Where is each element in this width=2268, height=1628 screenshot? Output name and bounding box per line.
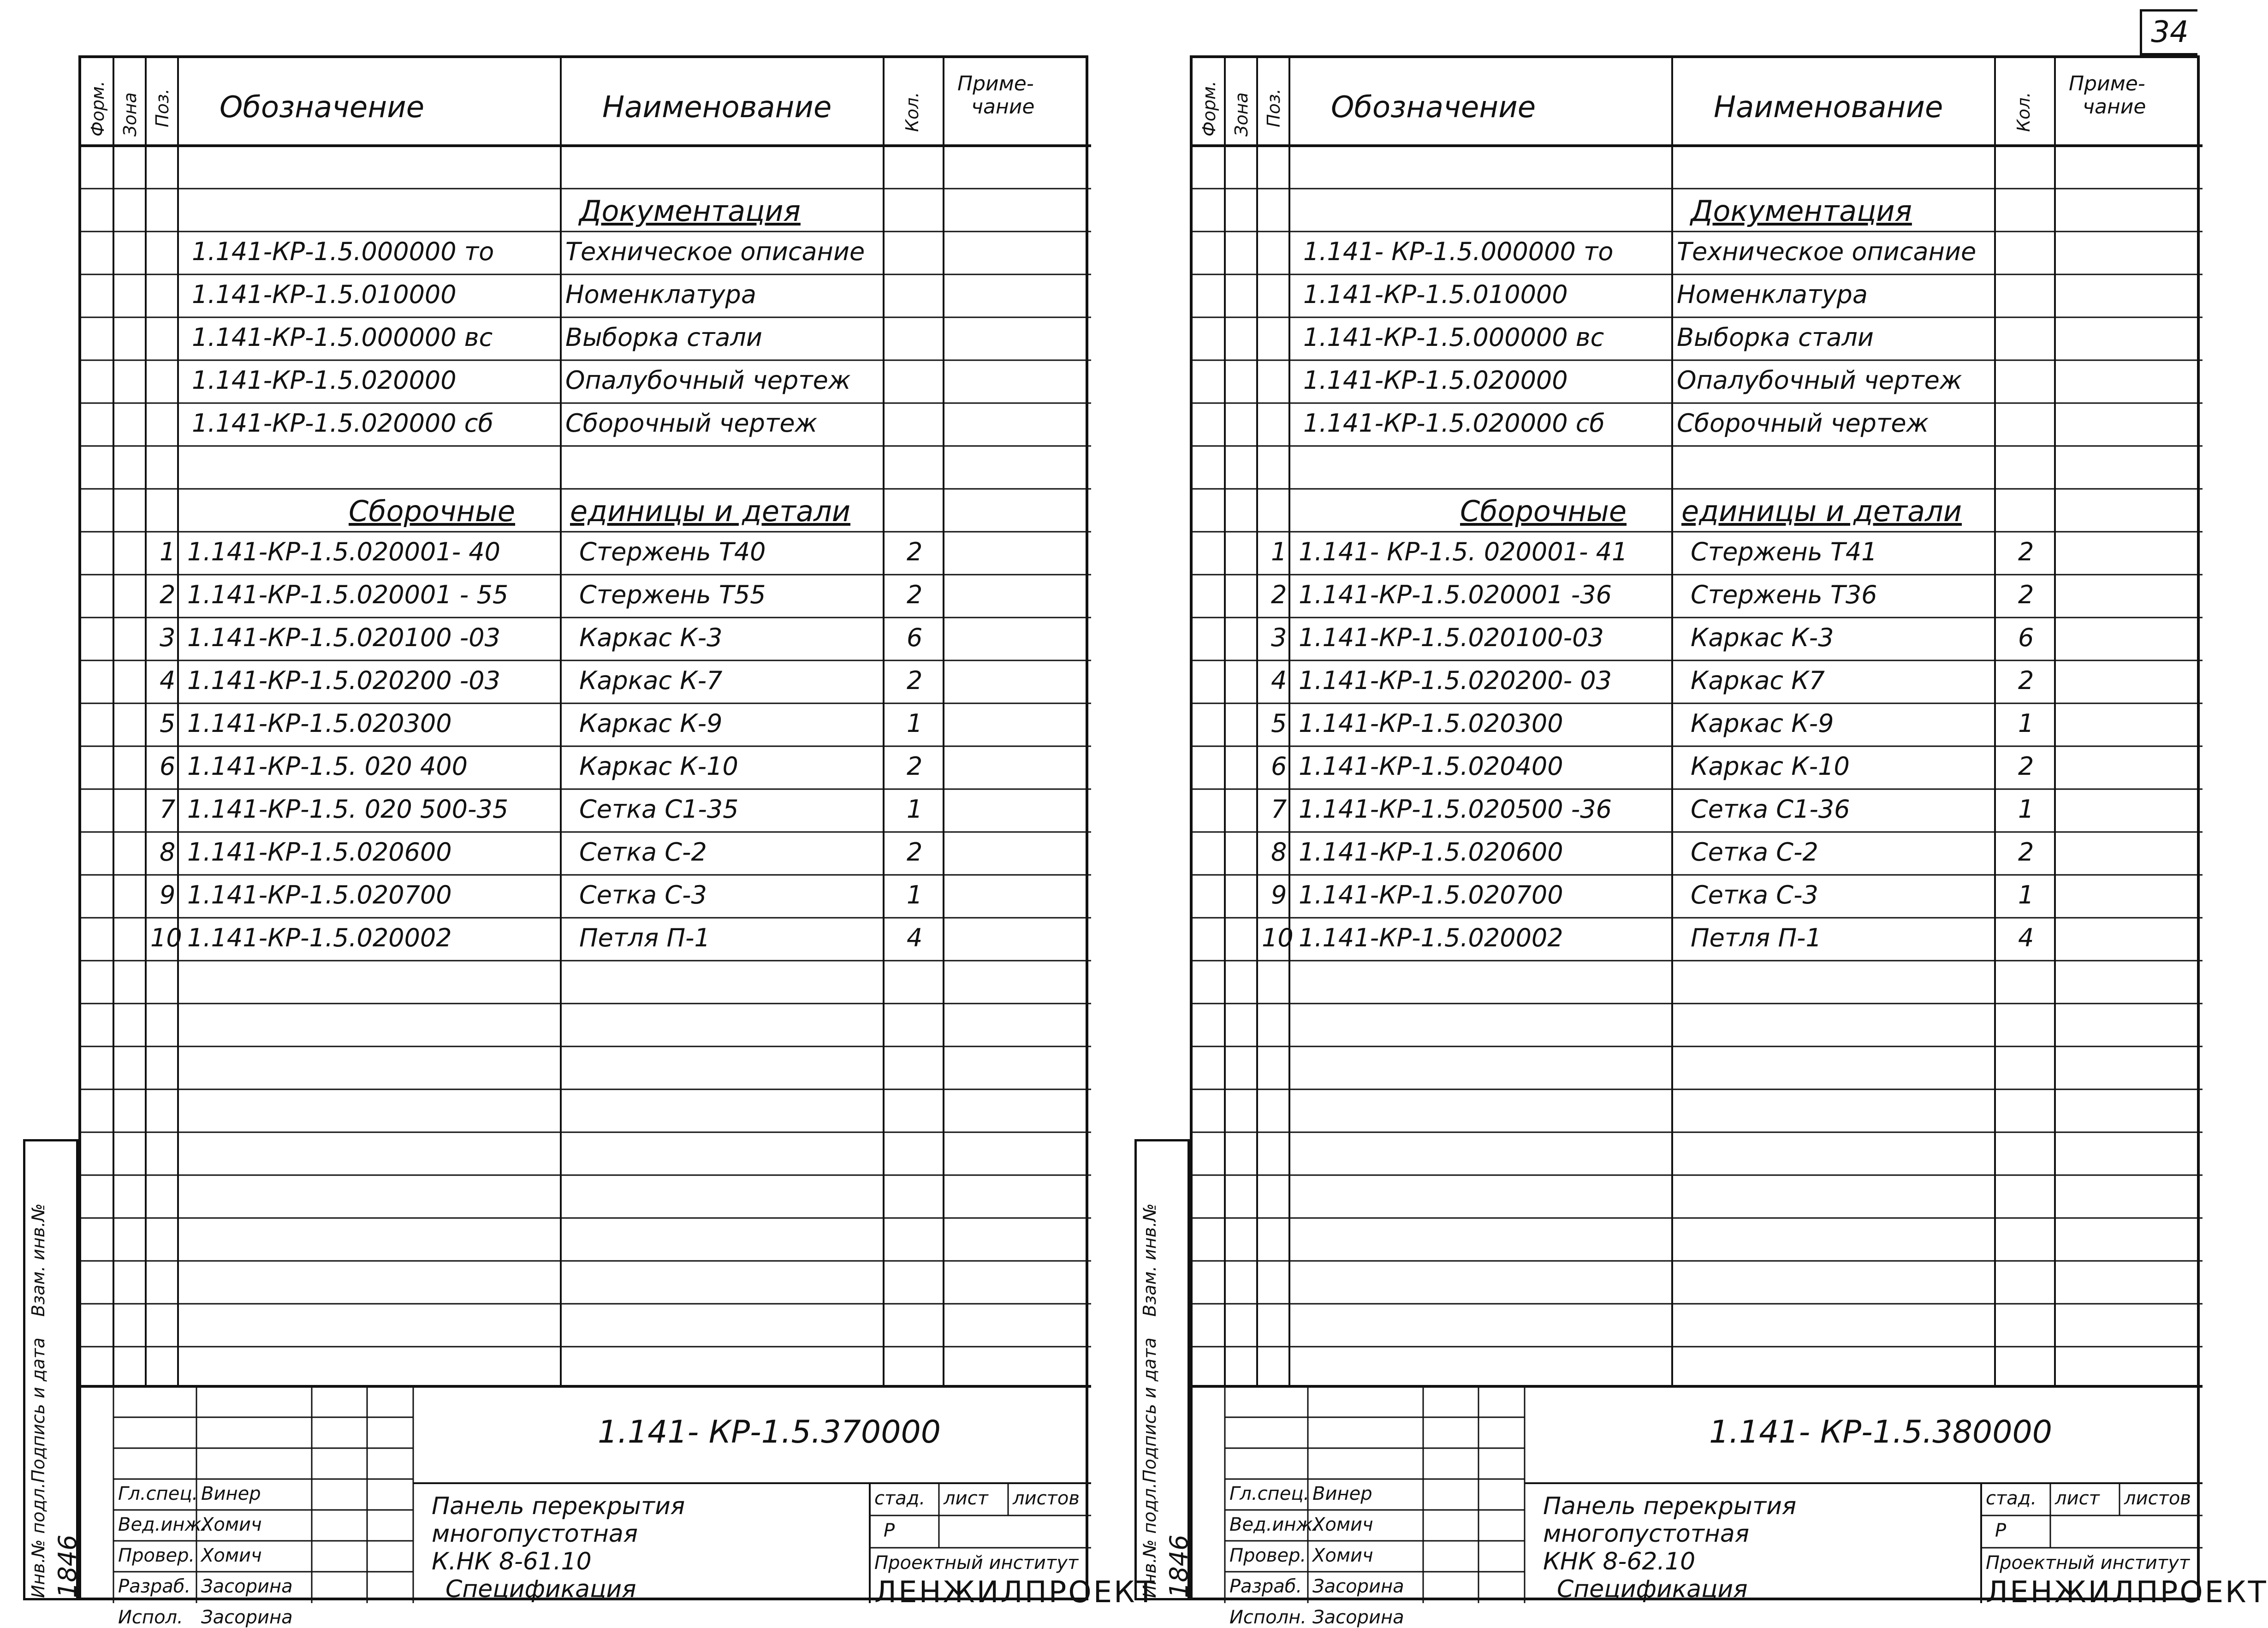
item-designation: 1.141-КР-1.5.020500 -36 bbox=[1299, 795, 1612, 824]
stamp-role: Вед.инж. bbox=[1229, 1514, 1319, 1535]
header-note-line2: чание bbox=[971, 95, 1035, 119]
document-name: Сборочный чертеж bbox=[1677, 409, 1929, 438]
item-name: Сетка С1-36 bbox=[1691, 795, 1850, 824]
document-name: Выборка стали bbox=[565, 323, 763, 352]
stamp-org: ЛЕНЖИЛПРОЕКТ bbox=[874, 1575, 1157, 1610]
stamp-institute: Проектный институт bbox=[1986, 1552, 2190, 1574]
stamp-role: Провер. bbox=[118, 1545, 195, 1566]
stamp-person: Засорина bbox=[1312, 1607, 1404, 1628]
stamp-title-4: Спецификация bbox=[1557, 1575, 1748, 1603]
item-designation: 1.141-КР-1.5.020100 -03 bbox=[187, 623, 501, 652]
stamp-stad-value: Р bbox=[1995, 1520, 2007, 1541]
item-designation: 1.141-КР-1.5. 020 400 bbox=[187, 752, 468, 781]
header-note-line2: чание bbox=[2083, 95, 2146, 119]
stamp-listov-label: листов bbox=[2124, 1488, 2191, 1509]
stamp-role: Гл.спец. bbox=[118, 1483, 198, 1504]
item-qty: 2 bbox=[907, 752, 923, 781]
header-pos: Поз. bbox=[152, 88, 172, 127]
page-number: 34 bbox=[2140, 9, 2197, 55]
item-designation: 1.141-КР-1.5.020600 bbox=[187, 838, 452, 867]
item-name: Каркас К-9 bbox=[1691, 709, 1834, 738]
document-name: Номенклатура bbox=[1677, 280, 1868, 309]
item-designation: 1.141-КР-1.5.020002 bbox=[187, 923, 452, 952]
stamp-listov-label: листов bbox=[1013, 1488, 1080, 1509]
stamp-title-3: КНК 8-62.10 bbox=[1543, 1548, 1696, 1575]
header-name: Наименование bbox=[1714, 90, 1943, 125]
document-name: Опалубочный чертеж bbox=[1677, 366, 1962, 395]
header-zone: Зона bbox=[120, 92, 140, 137]
item-designation: 1.141-КР-1.5.020700 bbox=[1299, 880, 1563, 909]
stamp-list-label: лист bbox=[944, 1488, 988, 1509]
side-vzam-inv: Взам. инв.№ bbox=[1140, 1203, 1160, 1317]
item-pos: 3 bbox=[1271, 623, 1287, 652]
stamp-person: Хомич bbox=[201, 1545, 262, 1566]
item-pos: 1 bbox=[1271, 537, 1287, 566]
document-designation: 1.141- КР-1.5.000000 то bbox=[1303, 237, 1614, 266]
item-pos: 9 bbox=[1271, 880, 1287, 909]
side-podpis-data: Подпись и дата bbox=[1140, 1337, 1160, 1483]
header-qty: Кол. bbox=[902, 92, 922, 132]
header-note-line1: Приме- bbox=[957, 72, 1034, 95]
document-designation: 1.141-КР-1.5.000000 то bbox=[192, 237, 494, 266]
stamp-title-2: многопустотная bbox=[1543, 1520, 1750, 1548]
item-qty: 4 bbox=[907, 923, 923, 952]
stamp-list-label: лист bbox=[2055, 1488, 2100, 1509]
item-qty: 4 bbox=[2018, 923, 2034, 952]
document-name: Номенклатура bbox=[565, 280, 756, 309]
side-vzam-inv: Взам. инв.№ bbox=[28, 1203, 48, 1317]
header-format: Форм. bbox=[88, 81, 108, 137]
item-designation: 1.141-КР-1.5.020200 -03 bbox=[187, 666, 501, 695]
item-qty: 1 bbox=[2018, 795, 2034, 824]
header-zone: Зона bbox=[1231, 92, 1252, 137]
stamp-role: Провер. bbox=[1229, 1545, 1306, 1566]
side-approval-block bbox=[23, 1139, 82, 1600]
item-name: Каркас К-3 bbox=[579, 623, 723, 652]
item-pos: 6 bbox=[1271, 752, 1287, 781]
section-units-b: единицы и детали bbox=[570, 494, 851, 528]
item-designation: 1.141-КР-1.5.020700 bbox=[187, 880, 452, 909]
stamp-role: Гл.спец. bbox=[1229, 1483, 1310, 1504]
stamp-role: Вед.инж. bbox=[118, 1514, 208, 1535]
item-pos: 10 bbox=[1262, 923, 1294, 952]
stamp-person: Винер bbox=[1312, 1483, 1372, 1504]
section-units-b: единицы и детали bbox=[1681, 494, 1962, 528]
item-name: Сетка С1-35 bbox=[579, 795, 739, 824]
header-qty: Кол. bbox=[2013, 92, 2034, 132]
header-name: Наименование bbox=[602, 90, 832, 125]
side-inv-number: 1846 bbox=[1164, 1534, 1193, 1598]
stamp-person: Хомич bbox=[1312, 1514, 1373, 1535]
item-designation: 1.141-КР-1.5.020600 bbox=[1299, 838, 1563, 867]
item-qty: 1 bbox=[2018, 709, 2034, 738]
stamp-stad-label: стад. bbox=[874, 1488, 926, 1509]
specification-sheet bbox=[1190, 55, 2268, 1628]
document-name: Техническое описание bbox=[565, 237, 865, 266]
item-designation: 1.141-КР-1.5.020100-03 bbox=[1299, 623, 1604, 652]
stamp-stad-value: Р bbox=[884, 1520, 895, 1541]
item-name: Сетка С-2 bbox=[579, 838, 707, 867]
document-designation: 1.141-КР-1.5.020000 bbox=[192, 366, 457, 395]
item-name: Каркас К7 bbox=[1691, 666, 1825, 695]
stamp-title-2: многопустотная bbox=[432, 1520, 638, 1548]
item-qty: 2 bbox=[907, 666, 923, 695]
item-designation: 1.141-КР-1.5.020200- 03 bbox=[1299, 666, 1612, 695]
document-name: Сборочный чертеж bbox=[565, 409, 818, 438]
item-designation: 1.141-КР-1.5.020002 bbox=[1299, 923, 1563, 952]
item-name: Сетка С-2 bbox=[1691, 838, 1818, 867]
item-designation: 1.141-КР-1.5.020001 - 55 bbox=[187, 580, 509, 609]
stamp-person: Засорина bbox=[201, 1607, 293, 1628]
side-inv-podl: Инв.№ подл. bbox=[28, 1482, 48, 1598]
section-documents: Документация bbox=[579, 194, 801, 228]
stamp-person: Винер bbox=[201, 1483, 261, 1504]
stamp-code: 1.141- КР-1.5.380000 bbox=[1709, 1414, 2052, 1450]
stamp-role: Разраб. bbox=[118, 1576, 191, 1597]
item-qty: 2 bbox=[907, 838, 923, 867]
side-approval-block bbox=[1134, 1139, 1193, 1600]
item-pos: 7 bbox=[160, 795, 176, 824]
item-name: Каркас К-10 bbox=[579, 752, 738, 781]
item-qty: 6 bbox=[2018, 623, 2034, 652]
item-name: Петля П-1 bbox=[1691, 923, 1822, 952]
item-qty: 1 bbox=[2018, 880, 2034, 909]
item-name: Каркас К-10 bbox=[1691, 752, 1850, 781]
document-designation: 1.141-КР-1.5.020000 сб bbox=[192, 409, 493, 438]
header-format: Форм. bbox=[1199, 81, 1219, 137]
side-inv-podl: Инв.№ подл. bbox=[1140, 1482, 1160, 1598]
item-pos: 5 bbox=[1271, 709, 1287, 738]
stamp-title-4: Спецификация bbox=[445, 1575, 636, 1603]
stamp-org: ЛЕНЖИЛПРОЕКТ bbox=[1986, 1575, 2268, 1610]
document-designation: 1.141-КР-1.5.000000 вс bbox=[192, 323, 493, 352]
item-pos: 3 bbox=[160, 623, 176, 652]
item-name: Стержень Т41 bbox=[1691, 537, 1877, 566]
stamp-role: Разраб. bbox=[1229, 1576, 1302, 1597]
item-pos: 5 bbox=[160, 709, 176, 738]
section-documents: Документация bbox=[1691, 194, 1912, 228]
item-pos: 8 bbox=[1271, 838, 1287, 867]
side-inv-number: 1846 bbox=[53, 1534, 82, 1598]
document-designation: 1.141-КР-1.5.010000 bbox=[1303, 280, 1568, 309]
section-units-a: Сборочные bbox=[349, 494, 516, 528]
item-pos: 4 bbox=[1271, 666, 1287, 695]
stamp-person: Хомич bbox=[1312, 1545, 1373, 1566]
item-qty: 6 bbox=[907, 623, 923, 652]
item-pos: 6 bbox=[160, 752, 176, 781]
stamp-person: Засорина bbox=[201, 1576, 293, 1597]
item-name: Петля П-1 bbox=[579, 923, 710, 952]
item-qty: 1 bbox=[907, 880, 923, 909]
item-qty: 2 bbox=[907, 580, 923, 609]
item-pos: 2 bbox=[1271, 580, 1287, 609]
header-designation: Обозначение bbox=[1331, 90, 1536, 125]
document-designation: 1.141-КР-1.5.000000 вс bbox=[1303, 323, 1604, 352]
item-name: Стержень Т40 bbox=[579, 537, 766, 566]
item-pos: 8 bbox=[160, 838, 176, 867]
item-qty: 2 bbox=[2018, 580, 2034, 609]
item-pos: 9 bbox=[160, 880, 176, 909]
stamp-title-1: Панель перекрытия bbox=[432, 1492, 685, 1520]
item-name: Каркас К-7 bbox=[579, 666, 723, 695]
item-qty: 2 bbox=[2018, 838, 2034, 867]
item-pos: 1 bbox=[160, 537, 176, 566]
item-designation: 1.141-КР-1.5.020400 bbox=[1299, 752, 1563, 781]
stamp-title-1: Панель перекрытия bbox=[1543, 1492, 1797, 1520]
item-pos: 7 bbox=[1271, 795, 1287, 824]
item-designation: 1.141-КР-1.5.020300 bbox=[1299, 709, 1563, 738]
item-qty: 1 bbox=[907, 795, 923, 824]
item-name: Каркас К-9 bbox=[579, 709, 723, 738]
document-designation: 1.141-КР-1.5.020000 сб bbox=[1303, 409, 1605, 438]
stamp-title-3: К.НК 8-61.10 bbox=[432, 1548, 592, 1575]
item-name: Стержень Т36 bbox=[1691, 580, 1877, 609]
item-name: Стержень Т55 bbox=[579, 580, 766, 609]
stamp-role: Исполн. bbox=[1229, 1607, 1306, 1628]
item-qty: 2 bbox=[2018, 537, 2034, 566]
document-name: Опалубочный чертеж bbox=[565, 366, 851, 395]
item-pos: 2 bbox=[160, 580, 176, 609]
item-designation: 1.141-КР-1.5.020001- 40 bbox=[187, 537, 501, 566]
side-podpis-data: Подпись и дата bbox=[28, 1337, 48, 1483]
item-designation: 1.141-КР-1.5.020300 bbox=[187, 709, 452, 738]
item-name: Сетка С-3 bbox=[579, 880, 707, 909]
item-pos: 4 bbox=[160, 666, 176, 695]
item-name: Сетка С-3 bbox=[1691, 880, 1818, 909]
header-note-line1: Приме- bbox=[2069, 72, 2145, 95]
item-designation: 1.141- КР-1.5. 020001- 41 bbox=[1299, 537, 1628, 566]
stamp-stad-label: стад. bbox=[1986, 1488, 2037, 1509]
stamp-code: 1.141- КР-1.5.370000 bbox=[598, 1414, 941, 1450]
item-qty: 2 bbox=[2018, 752, 2034, 781]
header-designation: Обозначение bbox=[220, 90, 425, 125]
document-designation: 1.141-КР-1.5.010000 bbox=[192, 280, 457, 309]
item-pos: 10 bbox=[150, 923, 182, 952]
document-name: Техническое описание bbox=[1677, 237, 1977, 266]
stamp-person: Засорина bbox=[1312, 1576, 1404, 1597]
document-designation: 1.141-КР-1.5.020000 bbox=[1303, 366, 1568, 395]
header-pos: Поз. bbox=[1264, 88, 1284, 127]
stamp-person: Хомич bbox=[201, 1514, 262, 1535]
section-units-a: Сборочные bbox=[1460, 494, 1627, 528]
document-name: Выборка стали bbox=[1677, 323, 1874, 352]
item-designation: 1.141-КР-1.5.020001 -36 bbox=[1299, 580, 1612, 609]
item-qty: 2 bbox=[907, 537, 923, 566]
item-qty: 2 bbox=[2018, 666, 2034, 695]
item-designation: 1.141-КР-1.5. 020 500-35 bbox=[187, 795, 509, 824]
item-name: Каркас К-3 bbox=[1691, 623, 1834, 652]
stamp-institute: Проектный институт bbox=[874, 1552, 1079, 1574]
item-qty: 1 bbox=[907, 709, 923, 738]
stamp-role: Испол. bbox=[118, 1607, 183, 1628]
